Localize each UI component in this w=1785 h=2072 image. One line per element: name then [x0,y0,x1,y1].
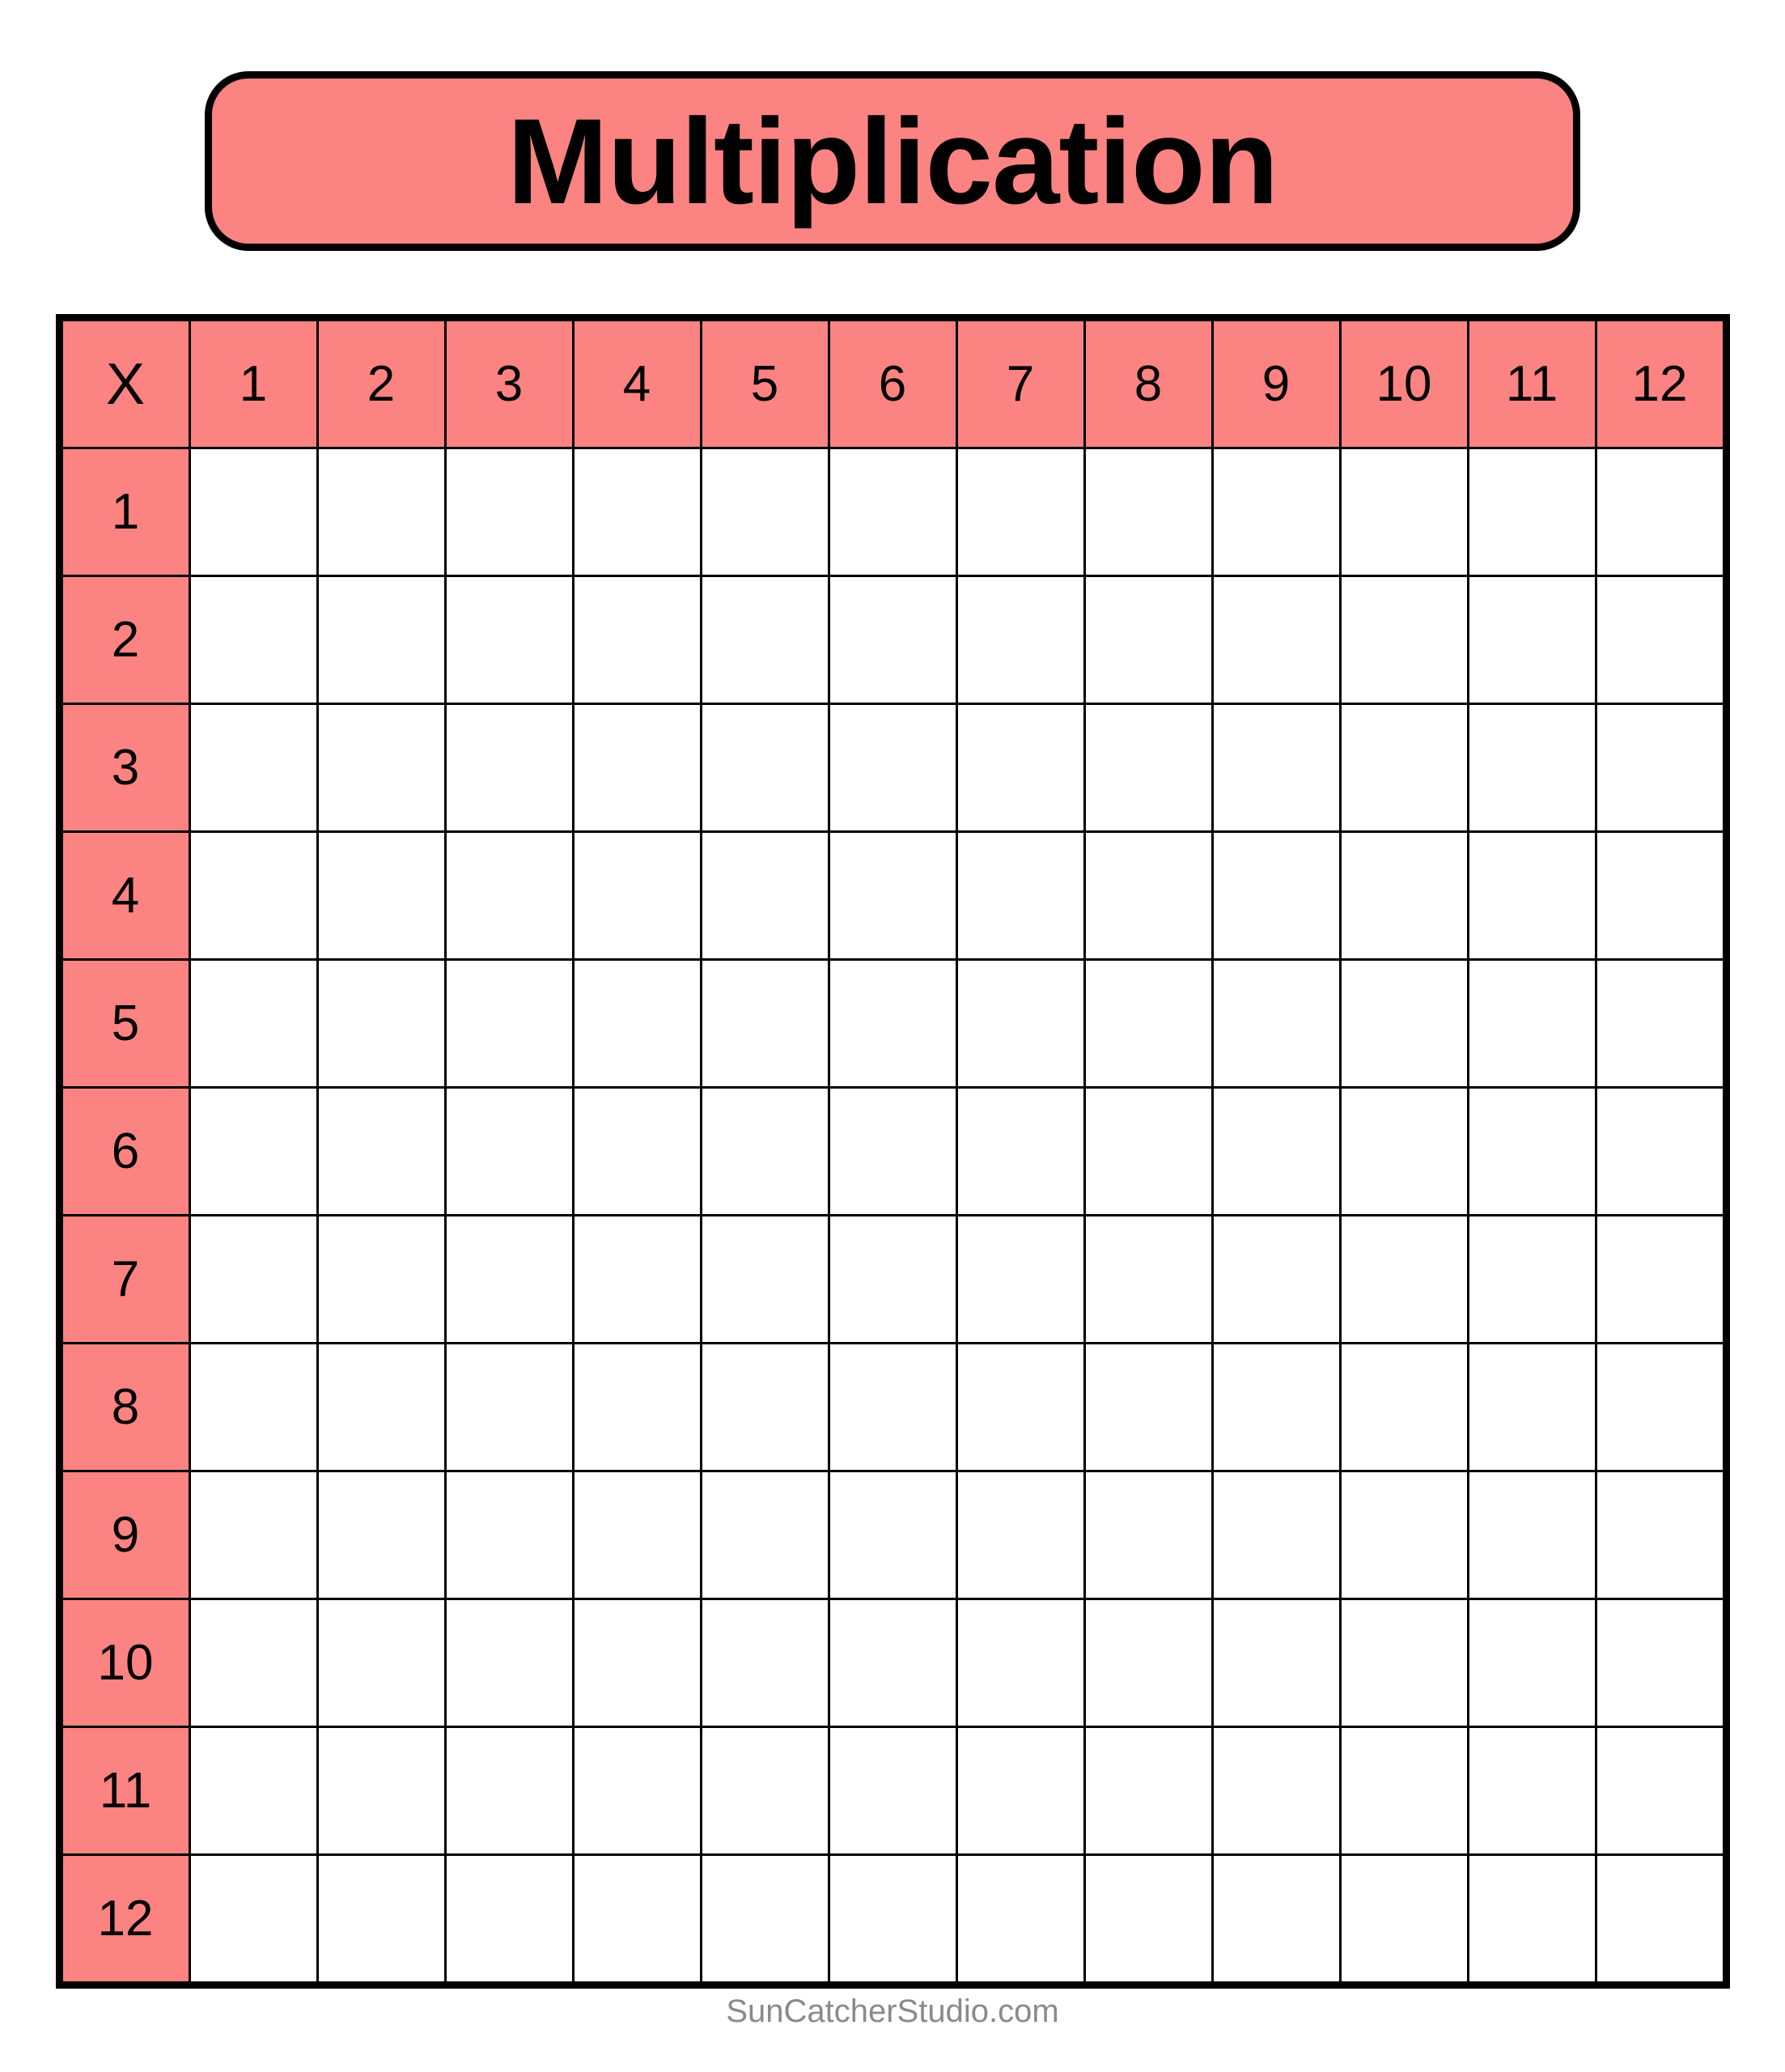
page-title: Multiplication [507,93,1278,229]
answer-cell-11x1[interactable] [189,1727,317,1855]
answer-cell-12x1[interactable] [189,1855,317,1985]
table-row [59,1599,1726,1727]
answer-cell-10x3[interactable] [445,1599,573,1727]
column-header-6: 6 [829,318,956,448]
column-header-2: 2 [317,318,445,448]
answer-cell-1x7[interactable] [956,448,1084,576]
answer-cell-12x3[interactable] [445,1855,573,1985]
answer-cell-12x11[interactable] [1468,1855,1596,1985]
answer-cell-8x1[interactable] [189,1344,317,1471]
answer-cell-12x9[interactable] [1212,1855,1340,1985]
answer-cell-3x9[interactable] [1212,704,1340,832]
answer-cell-6x5[interactable] [701,1088,829,1216]
answer-cell-11x12[interactable] [1596,1727,1726,1855]
answer-cell-10x2[interactable] [317,1599,445,1727]
answer-cell-12x10[interactable] [1340,1855,1468,1985]
table-row [59,1344,1726,1471]
answer-cell-11x2[interactable] [317,1727,445,1855]
row-header-4: 4 [59,832,189,960]
answer-cell-12x8[interactable] [1084,1855,1212,1985]
row-header-8: 8 [59,1344,189,1471]
answer-cell-9x6[interactable] [829,1471,956,1599]
answer-cell-3x12[interactable] [1596,704,1726,832]
answer-cell-4x11[interactable] [1468,832,1596,960]
answer-cell-1x2[interactable] [317,448,445,576]
answer-cell-1x11[interactable] [1468,448,1596,576]
column-header-5: 5 [701,318,829,448]
table-row [59,448,1726,576]
answer-cell-4x4[interactable] [573,832,701,960]
row-header-7: 7 [59,1216,189,1344]
row-header-5: 5 [59,960,189,1088]
answer-cell-2x10[interactable] [1340,576,1468,704]
answer-cell-11x9[interactable] [1212,1727,1340,1855]
answer-cell-2x4[interactable] [573,576,701,704]
answer-cell-1x10[interactable] [1340,448,1468,576]
column-header-4: 4 [573,318,701,448]
answer-cell-4x3[interactable] [445,832,573,960]
answer-cell-5x3[interactable] [445,960,573,1088]
answer-cell-10x12[interactable] [1596,1599,1726,1727]
table-row [59,704,1726,832]
table-row [59,1216,1726,1344]
multiplication-grid-container [56,314,1730,1989]
column-header-9: 9 [1212,318,1340,448]
answer-cell-9x8[interactable] [1084,1471,1212,1599]
answer-cell-11x5[interactable] [701,1727,829,1855]
answer-cell-11x8[interactable] [1084,1727,1212,1855]
answer-cell-10x11[interactable] [1468,1599,1596,1727]
table-row [59,1855,1726,1985]
table-row [59,1088,1726,1216]
answer-cell-4x6[interactable] [829,832,956,960]
answer-cell-2x6[interactable] [829,576,956,704]
footer-credit: SunCatcherStudio.com [726,1993,1059,2029]
answer-cell-12x2[interactable] [317,1855,445,1985]
answer-cell-1x5[interactable] [701,448,829,576]
table-row [59,960,1726,1088]
answer-cell-4x2[interactable] [317,832,445,960]
answer-cell-10x9[interactable] [1212,1599,1340,1727]
answer-cell-9x5[interactable] [701,1471,829,1599]
answer-cell-9x11[interactable] [1468,1471,1596,1599]
answer-cell-3x2[interactable] [317,704,445,832]
answer-cell-3x3[interactable] [445,704,573,832]
answer-cell-2x8[interactable] [1084,576,1212,704]
answer-cell-8x3[interactable] [445,1344,573,1471]
answer-cell-7x5[interactable] [701,1216,829,1344]
answer-cell-4x5[interactable] [701,832,829,960]
answer-cell-2x12[interactable] [1596,576,1726,704]
answer-cell-12x4[interactable] [573,1855,701,1985]
answer-cell-1x6[interactable] [829,448,956,576]
table-row [59,1727,1726,1855]
answer-cell-1x3[interactable] [445,448,573,576]
answer-cell-8x7[interactable] [956,1344,1084,1471]
answer-cell-6x3[interactable] [445,1088,573,1216]
answer-cell-6x8[interactable] [1084,1088,1212,1216]
answer-cell-10x1[interactable] [189,1599,317,1727]
answer-cell-5x7[interactable] [956,960,1084,1088]
answer-cell-11x10[interactable] [1340,1727,1468,1855]
answer-cell-11x7[interactable] [956,1727,1084,1855]
answer-cell-3x5[interactable] [701,704,829,832]
answer-cell-10x10[interactable] [1340,1599,1468,1727]
answer-cell-10x8[interactable] [1084,1599,1212,1727]
row-header-9: 9 [59,1471,189,1599]
answer-cell-2x5[interactable] [701,576,829,704]
column-header-7: 7 [956,318,1084,448]
answer-cell-3x11[interactable] [1468,704,1596,832]
answer-cell-5x5[interactable] [701,960,829,1088]
answer-cell-8x2[interactable] [317,1344,445,1471]
answer-cell-7x6[interactable] [829,1216,956,1344]
answer-cell-8x8[interactable] [1084,1344,1212,1471]
answer-cell-9x9[interactable] [1212,1471,1340,1599]
answer-cell-2x3[interactable] [445,576,573,704]
answer-cell-4x7[interactable] [956,832,1084,960]
answer-cell-1x4[interactable] [573,448,701,576]
answer-cell-7x3[interactable] [445,1216,573,1344]
answer-cell-8x5[interactable] [701,1344,829,1471]
answer-cell-9x4[interactable] [573,1471,701,1599]
answer-cell-6x2[interactable] [317,1088,445,1216]
answer-cell-9x7[interactable] [956,1471,1084,1599]
answer-cell-5x8[interactable] [1084,960,1212,1088]
answer-cell-6x10[interactable] [1340,1088,1468,1216]
answer-cell-6x7[interactable] [956,1088,1084,1216]
title-banner [205,71,1580,251]
table-row [59,576,1726,704]
column-header-10: 10 [1340,318,1468,448]
answer-cell-7x11[interactable] [1468,1216,1596,1344]
answer-cell-10x6[interactable] [829,1599,956,1727]
answer-cell-1x1[interactable] [189,448,317,576]
answer-cell-6x9[interactable] [1212,1088,1340,1216]
answer-cell-11x3[interactable] [445,1727,573,1855]
answer-cell-4x9[interactable] [1212,832,1340,960]
grid-corner-label: X [59,318,189,448]
answer-cell-9x10[interactable] [1340,1471,1468,1599]
answer-cell-6x4[interactable] [573,1088,701,1216]
answer-cell-11x4[interactable] [573,1727,701,1855]
answer-cell-12x5[interactable] [701,1855,829,1985]
answer-cell-7x7[interactable] [956,1216,1084,1344]
answer-cell-2x11[interactable] [1468,576,1596,704]
row-header-10: 10 [59,1599,189,1727]
answer-cell-12x12[interactable] [1596,1855,1726,1985]
answer-cell-10x7[interactable] [956,1599,1084,1727]
row-header-2: 2 [59,576,189,704]
answer-cell-7x9[interactable] [1212,1216,1340,1344]
answer-cell-3x10[interactable] [1340,704,1468,832]
row-header-1: 1 [59,448,189,576]
row-header-12: 12 [59,1855,189,1985]
answer-cell-12x7[interactable] [956,1855,1084,1985]
answer-cell-7x2[interactable] [317,1216,445,1344]
answer-cell-5x6[interactable] [829,960,956,1088]
answer-cell-5x2[interactable] [317,960,445,1088]
answer-cell-9x1[interactable] [189,1471,317,1599]
answer-cell-1x9[interactable] [1212,448,1340,576]
answer-cell-11x6[interactable] [829,1727,956,1855]
answer-cell-2x7[interactable] [956,576,1084,704]
answer-cell-5x12[interactable] [1596,960,1726,1088]
table-row [59,1471,1726,1599]
answer-cell-3x8[interactable] [1084,704,1212,832]
answer-cell-4x12[interactable] [1596,832,1726,960]
answer-cell-2x2[interactable] [317,576,445,704]
answer-cell-2x9[interactable] [1212,576,1340,704]
answer-cell-3x4[interactable] [573,704,701,832]
answer-cell-7x8[interactable] [1084,1216,1212,1344]
answer-cell-7x4[interactable] [573,1216,701,1344]
answer-cell-9x3[interactable] [445,1471,573,1599]
answer-cell-7x10[interactable] [1340,1216,1468,1344]
answer-cell-7x1[interactable] [189,1216,317,1344]
row-header-6: 6 [59,1088,189,1216]
table-header-row [59,318,1726,448]
answer-cell-9x2[interactable] [317,1471,445,1599]
answer-cell-8x6[interactable] [829,1344,956,1471]
answer-cell-8x4[interactable] [573,1344,701,1471]
answer-cell-7x12[interactable] [1596,1216,1726,1344]
answer-cell-8x12[interactable] [1596,1344,1726,1471]
answer-cell-6x12[interactable] [1596,1088,1726,1216]
column-header-1: 1 [189,318,317,448]
row-header-11: 11 [59,1727,189,1855]
answer-cell-9x12[interactable] [1596,1471,1726,1599]
answer-cell-10x5[interactable] [701,1599,829,1727]
answer-cell-1x12[interactable] [1596,448,1726,576]
answer-cell-6x1[interactable] [189,1088,317,1216]
answer-cell-5x9[interactable] [1212,960,1340,1088]
answer-cell-4x8[interactable] [1084,832,1212,960]
answer-cell-6x6[interactable] [829,1088,956,1216]
answer-cell-2x1[interactable] [189,576,317,704]
answer-cell-4x10[interactable] [1340,832,1468,960]
answer-cell-12x6[interactable] [829,1855,956,1985]
column-header-3: 3 [445,318,573,448]
answer-cell-3x7[interactable] [956,704,1084,832]
answer-cell-6x11[interactable] [1468,1088,1596,1216]
answer-cell-5x10[interactable] [1340,960,1468,1088]
answer-cell-3x1[interactable] [189,704,317,832]
table-row [59,832,1726,960]
answer-cell-10x4[interactable] [573,1599,701,1727]
column-header-8: 8 [1084,318,1212,448]
column-header-12: 12 [1596,318,1726,448]
column-header-11: 11 [1468,318,1596,448]
answer-cell-8x10[interactable] [1340,1344,1468,1471]
answer-cell-5x1[interactable] [189,960,317,1088]
answer-cell-8x11[interactable] [1468,1344,1596,1471]
multiplication-table [56,314,1730,1989]
answer-cell-5x11[interactable] [1468,960,1596,1088]
answer-cell-4x1[interactable] [189,832,317,960]
row-header-3: 3 [59,704,189,832]
answer-cell-11x11[interactable] [1468,1727,1596,1855]
answer-cell-1x8[interactable] [1084,448,1212,576]
answer-cell-8x9[interactable] [1212,1344,1340,1471]
answer-cell-3x6[interactable] [829,704,956,832]
answer-cell-5x4[interactable] [573,960,701,1088]
